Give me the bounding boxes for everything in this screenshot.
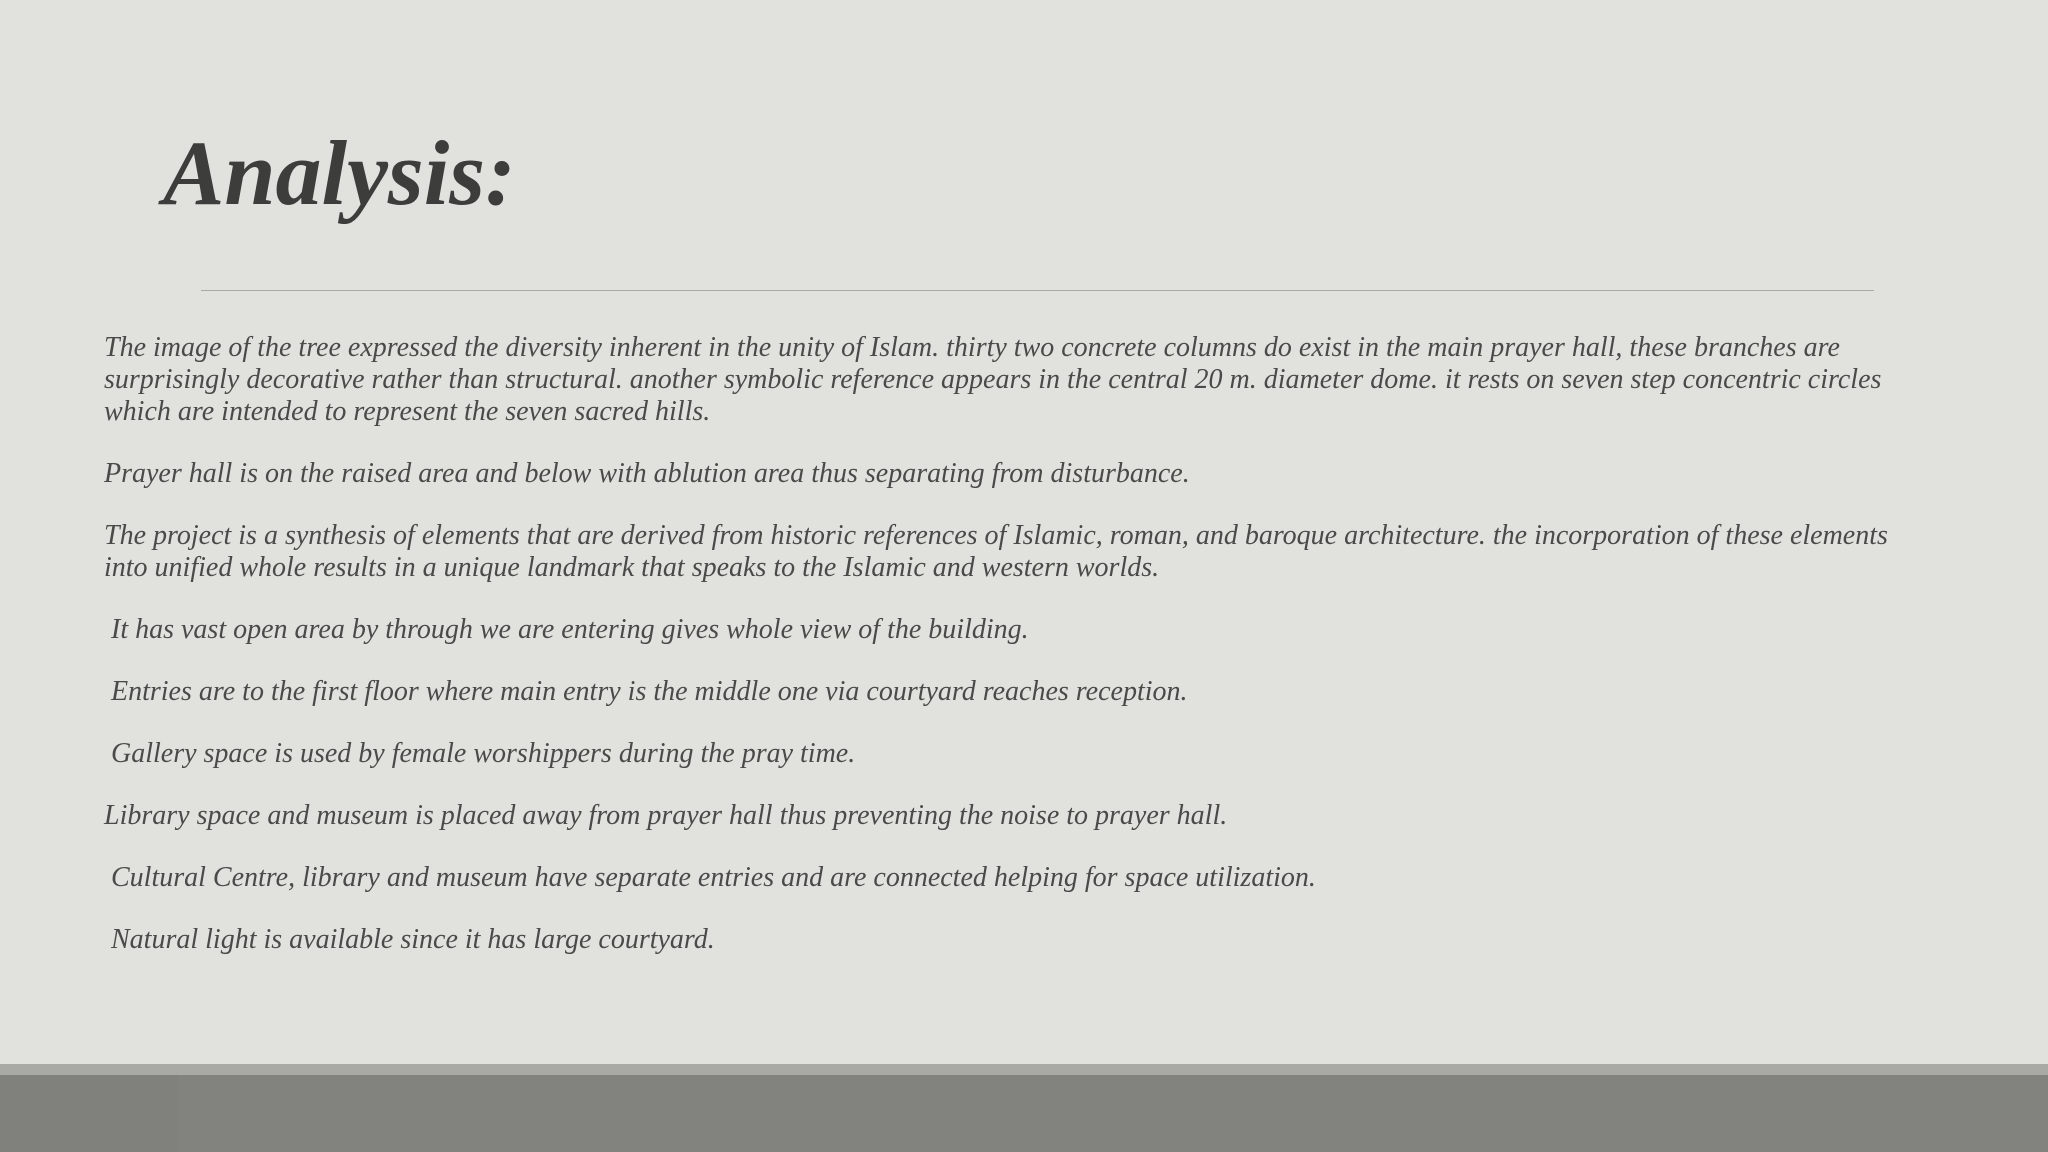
paragraph-gallery: Gallery space is used by female worshippers during the pray time.	[111, 738, 856, 769]
paragraph-library: Library space and museum is placed away from prayer hall thus preventing the noise to prayer hall.	[104, 800, 1228, 831]
paragraph-synthesis: The project is a synthesis of elements that are derived from historic references of Islamic, roman, and baroque architecture. the incorporation of these elements into unified whole results in a unique landmark that speaks to the Islamic and western worlds.	[104, 520, 1888, 583]
paragraph-prayer-hall: Prayer hall is on the raised area and below with ablution area thus separating from disturbance.	[104, 458, 1190, 489]
slide-body	[104, 332, 1894, 986]
footer-bar	[0, 1075, 2048, 1152]
paragraph-open-area: It has vast open area by through we are entering gives whole view of the building.	[111, 614, 1029, 645]
footer-block	[0, 1075, 178, 1152]
paragraph-cultural-centre: Cultural Centre, library and museum have separate entries and are connected helping for space utilization.	[111, 862, 1316, 893]
footer-accent-strip	[0, 1064, 2048, 1075]
title-divider	[201, 290, 1874, 291]
slide-title: Analysis:	[163, 122, 516, 224]
paragraph-natural-light: Natural light is available since it has large courtyard.	[111, 924, 715, 955]
paragraph-tree-symbolism: The image of the tree expressed the diversity inherent in the unity of Islam. thirty two concrete columns do exist in the main prayer hall, these branches are surprisingly decorative rather than structural. another symbolic reference appears in the central 20 m. diameter dome. it rests on seven step concentric circles which are intended to represent the seven sacred hills.	[104, 332, 1882, 427]
paragraph-entries: Entries are to the first floor where main entry is the middle one via courtyard reaches reception.	[111, 676, 1188, 707]
